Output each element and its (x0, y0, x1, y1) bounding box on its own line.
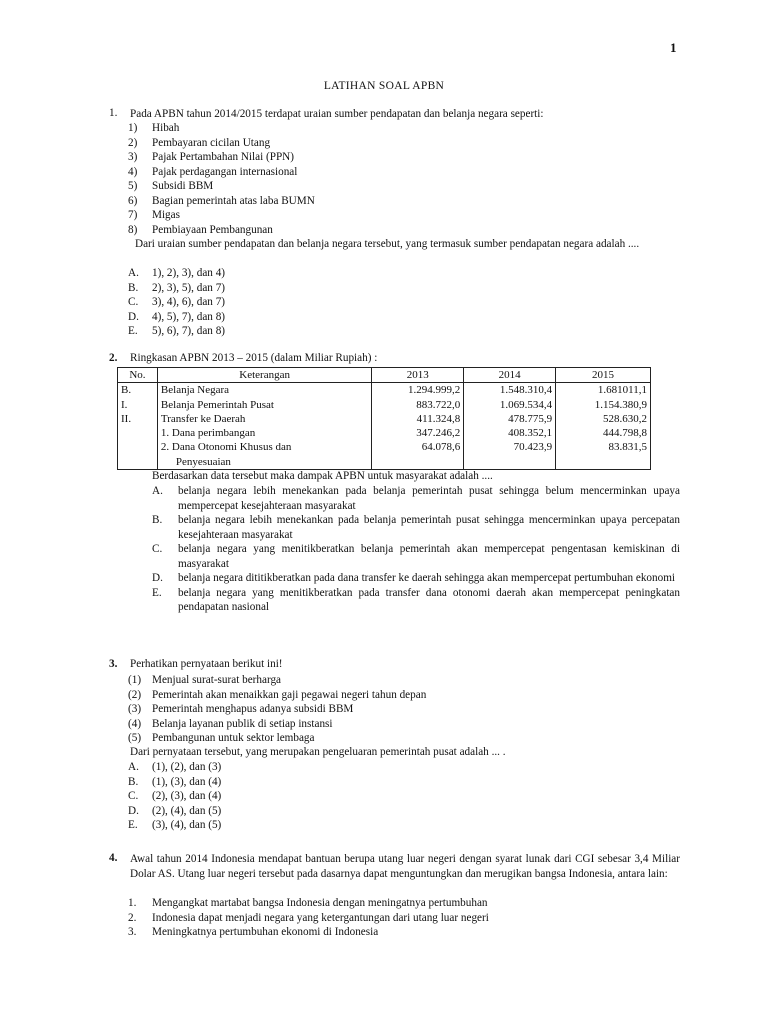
answer-option[interactable] (128, 760, 428, 775)
table-cell (118, 440, 158, 454)
table-cell: 1.548.310,4 (464, 383, 556, 398)
item-text: Pembiayaan Pembangunan (152, 223, 273, 236)
item-label: (5) (128, 732, 142, 744)
table-cell: 883.722,0 (372, 398, 464, 412)
answer-option[interactable] (128, 775, 428, 790)
table-cell: 1.681011,1 (556, 383, 651, 398)
option-label: A. (128, 267, 139, 279)
list-item (128, 194, 668, 209)
answer-option[interactable] (128, 281, 428, 296)
table-cell: 1. Dana perimbangan (157, 426, 371, 440)
table-cell: 478.775,9 (464, 412, 556, 426)
option-text: belanja negara lebih menekankan pada belanja pemerintah pusat sehingga mencerminkan upaya percepatan kesejahteraan masyarakat (178, 514, 680, 541)
q3-question: Dari pernyataan tersebut, yang merupakan pengeluaran pemerintah pusat adalah ... . (130, 746, 506, 758)
item-text: Bagian pemerintah atas laba BUMN (152, 194, 315, 207)
answer-option[interactable] (128, 804, 428, 819)
table-cell: 411.324,8 (372, 412, 464, 426)
item-text: Pembayaran cicilan Utang (152, 136, 271, 149)
answer-option[interactable] (128, 295, 428, 310)
item-text: Pajak perdagangan internasional (152, 165, 298, 178)
item-label: 8) (128, 223, 138, 236)
page-title: LATIHAN SOAL APBN (323, 80, 445, 92)
table-row (118, 412, 651, 426)
table-cell (464, 455, 556, 470)
table-cell: B. (118, 383, 158, 398)
item-label: (3) (128, 703, 142, 715)
option-label: A. (152, 485, 163, 497)
item-label: 1) (128, 122, 138, 134)
table-cell: Transfer ke Daerah (157, 412, 371, 426)
option-label: D. (152, 572, 163, 584)
item-text: Pembangunan untuk sektor lembaga (152, 732, 315, 744)
item-label: 5) (128, 180, 138, 192)
apbn-summary-table (117, 367, 651, 470)
question-stem: Perhatikan pernyataan berikut ini! (130, 658, 283, 670)
list-item (128, 150, 668, 165)
item-text: Pemerintah menghapus adanya subsidi BBM (152, 703, 354, 715)
option-text: belanja negara yang menitikberatkan pada transfer dana otonomi daerah akan mempercepat peningkatan pendapatan nasional (178, 586, 680, 613)
item-text: Pemerintah akan menaikkan gaji pegawai negeri tahun depan (152, 688, 427, 701)
list-item (128, 121, 668, 136)
item-label: (1) (128, 674, 142, 686)
question-stem: Awal tahun 2014 Indonesia mendapat bantuan berupa utang luar negeri dengan syarat lunak dari CGI sebesar 3,4 Miliar Dolar AS. Utang luar negeri tersebut pada dasarnya dapat menguntungkan dan merugikan bangsa Indonesia, antara lain: (130, 853, 680, 880)
list-item (128, 223, 668, 238)
list-item (128, 673, 668, 688)
list-item (128, 911, 668, 926)
table-row (118, 383, 651, 398)
item-label: 3. (128, 926, 137, 938)
question-number: 2. (109, 352, 118, 364)
option-text: 1), 2), 3), dan 4) (152, 267, 226, 279)
answer-option[interactable] (128, 818, 428, 833)
question-stem: Pada APBN tahun 2014/2015 terdapat uraian sumber pendapatan dan belanja negara seperti: (130, 108, 544, 120)
list-item (128, 702, 668, 717)
question-number: 3. (109, 658, 118, 670)
option-text: (2), (3), dan (4) (152, 790, 222, 802)
option-label: B. (128, 281, 139, 294)
page-number: 1 (670, 40, 677, 55)
table-cell: 70.423,9 (464, 440, 556, 454)
table-row (118, 440, 651, 454)
question-number: 4. (109, 852, 118, 864)
answer-option[interactable] (152, 513, 680, 542)
table-cell: I. (118, 398, 158, 412)
option-label: B. (152, 514, 163, 526)
option-label: E. (128, 819, 138, 831)
item-text: Migas (152, 209, 180, 221)
answer-option[interactable] (128, 310, 428, 325)
answer-option[interactable] (152, 586, 680, 615)
table-cell: 1.294.999,2 (372, 383, 464, 398)
question-number: 1. (109, 107, 118, 119)
q4-item-list (128, 896, 668, 940)
item-text: Mengangkat martabat bangsa Indonesia dengan meningatnya pertumbuhan (152, 897, 488, 909)
column-header: 2013 (372, 368, 464, 383)
q2-question: Berdasarkan data tersebut maka dampak APBN untuk masyarakat adalah .... (152, 470, 493, 482)
table-cell: Belanja Negara (157, 383, 371, 398)
q1-question: Dari uraian sumber pendapatan dan belanja negara tersebut, yang termasuk sumber pendapatan negara adalah .... (135, 238, 640, 250)
q3-item-list (128, 673, 668, 746)
option-label: E. (152, 586, 162, 599)
item-text: Meningkatnya pertumbuhan ekonomi di Indonesia (152, 926, 379, 938)
item-text: Indonesia dapat menjadi negara yang ketergantungan dari utang luar negeri (152, 911, 489, 924)
table-row (118, 455, 651, 470)
item-label: 7) (128, 209, 138, 221)
option-text: 4), 5), 7), dan 8) (152, 310, 226, 323)
option-label: B. (128, 775, 139, 788)
table-cell (118, 426, 158, 440)
option-text: 5), 6), 7), dan 8) (152, 325, 226, 337)
list-item (128, 136, 668, 151)
item-label: (2) (128, 688, 142, 701)
option-text: 2), 3), 5), dan 7) (152, 281, 226, 294)
column-header: Keterangan (157, 368, 371, 383)
item-label: 1. (128, 897, 137, 909)
option-label: D. (128, 804, 139, 817)
column-header: 2014 (464, 368, 556, 383)
list-item (128, 179, 668, 194)
option-label: E. (128, 325, 138, 337)
column-header: 2015 (556, 368, 651, 383)
table-cell: 1.154.380,9 (556, 398, 651, 412)
option-text: (1), (3), dan (4) (152, 775, 222, 788)
option-text: belanja negara dititikberatkan pada dana transfer ke daerah sehingga akan mempercepat pertumbuhan ekonomi (178, 572, 676, 584)
option-text: belanja negara yang menitikberatkan belanja pemerintah akan mempercepat pengentasan kemiskinan di masyarakat (178, 543, 680, 570)
table-cell: 83.831,5 (556, 440, 651, 454)
table-cell: 64.078,6 (372, 440, 464, 454)
option-text: 3), 4), 6), dan 7) (152, 296, 226, 308)
table-cell (372, 455, 464, 470)
table-cell (556, 455, 651, 470)
question-stem: Ringkasan APBN 2013 – 2015 (dalam Miliar Rupiah) : (130, 352, 378, 364)
option-label: D. (128, 310, 139, 323)
table-cell: Penyesuaian (157, 455, 371, 470)
q1-options (128, 266, 428, 339)
item-label: 2. (128, 911, 137, 924)
option-text: belanja negara lebih menekankan pada belanja pemerintah pusat sehingga belum mencerminkan upaya mempercepat kesejahteraan masyarakat (178, 485, 680, 512)
option-label: C. (152, 543, 163, 555)
option-label: A. (128, 761, 139, 773)
column-header: No. (118, 368, 158, 383)
item-text: Menjual surat-surat berharga (152, 674, 282, 686)
item-text: Belanja layanan publik di setiap instansi (152, 717, 333, 730)
table-cell: II. (118, 412, 158, 426)
list-item (128, 925, 668, 940)
item-text: Pajak Pertambahan Nilai (PPN) (152, 151, 294, 163)
table-cell: 528.630,2 (556, 412, 651, 426)
answer-option[interactable] (152, 542, 680, 571)
answer-option[interactable] (152, 571, 680, 586)
list-item (128, 717, 668, 732)
table-cell: 444.798,8 (556, 426, 651, 440)
q2-options (152, 484, 680, 615)
list-item (128, 731, 668, 746)
table-cell: Belanja Pemerintah Pusat (157, 398, 371, 412)
q3-options (128, 760, 428, 833)
option-text: (3), (4), dan (5) (152, 819, 222, 831)
answer-option[interactable] (128, 789, 428, 804)
table-row (118, 426, 651, 440)
table-row (118, 398, 651, 412)
list-item (128, 208, 668, 223)
option-label: C. (128, 790, 139, 802)
option-text: (2), (4), dan (5) (152, 804, 222, 817)
table-cell: 347.246,2 (372, 426, 464, 440)
list-item (128, 896, 668, 911)
table-header-row (118, 368, 651, 383)
item-label: 4) (128, 165, 138, 178)
answer-option[interactable] (128, 266, 428, 281)
option-text: (1), (2), dan (3) (152, 761, 222, 773)
answer-option[interactable] (128, 324, 428, 339)
list-item (128, 165, 668, 180)
item-label: 3) (128, 151, 138, 163)
table-cell (118, 455, 158, 470)
table-cell: 2. Dana Otonomi Khusus dan (157, 440, 371, 454)
q1-item-list (128, 121, 668, 237)
option-label: C. (128, 296, 139, 308)
item-text: Hibah (152, 122, 180, 134)
item-label: 6) (128, 194, 138, 207)
answer-option[interactable] (152, 484, 680, 513)
list-item (128, 688, 668, 703)
table-cell: 1.069.534,4 (464, 398, 556, 412)
item-label: (4) (128, 717, 142, 730)
item-label: 2) (128, 136, 138, 149)
table-cell: 408.352,1 (464, 426, 556, 440)
item-text: Subsidi BBM (152, 180, 214, 192)
